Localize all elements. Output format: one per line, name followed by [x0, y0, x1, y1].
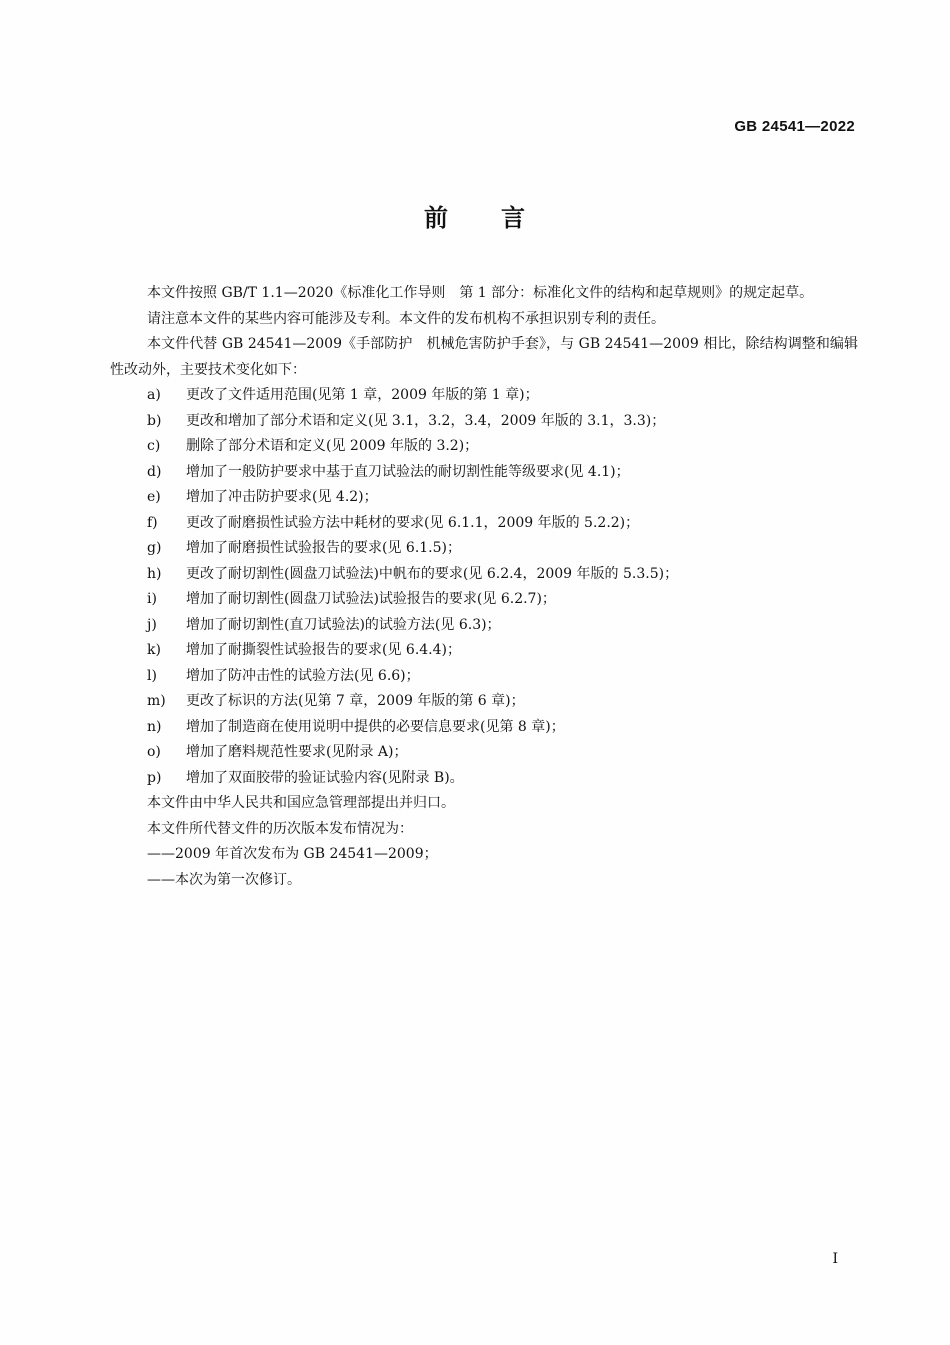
list-item — [110, 740, 858, 766]
list-text: 更改和增加了部分术语和定义(见 3.1，3.2，3.4，2009 年版的 3.1，3.3)； — [186, 412, 666, 429]
list-marker: c) — [147, 438, 161, 454]
list-item — [110, 434, 858, 460]
list-text: 增加了耐切割性(直刀试验法)的试验方法(见 6.3)； — [186, 616, 501, 633]
list-text: 增加了制造商在使用说明中提供的必要信息要求(见第 8 章)； — [186, 718, 565, 735]
list-item — [110, 536, 858, 562]
list-item — [110, 613, 858, 639]
list-item — [110, 460, 858, 486]
page-number: I — [832, 1251, 838, 1267]
list-item — [110, 638, 858, 664]
list-item — [110, 485, 858, 511]
list-text: 更改了文件适用范围(见第 1 章，2009 年版的第 1 章)； — [186, 387, 539, 403]
list-marker: o) — [147, 744, 161, 760]
list-marker: f) — [147, 514, 158, 531]
list-marker: l) — [147, 667, 157, 684]
list-marker: e) — [147, 489, 161, 505]
list-marker: n) — [147, 718, 162, 735]
technical-changes-list — [110, 383, 858, 791]
paragraph-history-intro: 本文件所代替文件的历次版本发布情况为： — [147, 820, 413, 837]
paragraph-drafting-rules: 本文件按照 GB/T 1.1—2020《标准化工作导则 第 1 部分：标准化文件的结构和起草规则》的规定起草。 — [147, 285, 814, 301]
list-text: 增加了耐撕裂性试验报告的要求(见 6.4.4)； — [186, 642, 461, 658]
list-text: 增加了冲击防护要求(见 4.2)； — [186, 489, 378, 505]
list-text: 增加了耐磨损性试验报告的要求(见 6.1.5)； — [186, 540, 461, 556]
list-text: 增加了磨料规范性要求(见附录 A)； — [186, 744, 408, 760]
list-marker: g) — [147, 540, 162, 556]
list-marker: m) — [147, 693, 166, 709]
list-text: 增加了双面胶带的验证试验内容(见附录 B)。 — [186, 769, 464, 786]
foreword-body — [110, 281, 858, 893]
list-text: 更改了耐磨损性试验方法中耗材的要求(见 6.1.1，2009 年版的 5.2.2)； — [186, 514, 640, 531]
paragraph-replacement: 本文件代替 GB 24541—2009《手部防护 机械危害防护手套》，与 GB 24541—2009 相比，除结构调整和编辑性改动外，主要技术变化如下： — [110, 336, 858, 378]
list-text: 增加了防冲击性的试验方法(见 6.6)； — [186, 667, 420, 684]
list-item — [110, 409, 858, 435]
page-title — [0, 198, 950, 233]
list-item — [110, 715, 858, 741]
list-item — [110, 587, 858, 613]
list-marker: b) — [147, 412, 162, 429]
list-marker: a) — [147, 387, 161, 403]
list-marker: h) — [147, 565, 162, 582]
list-item — [110, 766, 858, 792]
paragraph-proposer: 本文件由中华人民共和国应急管理部提出并归口。 — [147, 795, 455, 811]
list-item — [110, 562, 858, 588]
list-marker: d) — [147, 463, 162, 480]
title-char-2: 言 — [501, 204, 526, 232]
title-char-1: 前 — [424, 204, 449, 232]
list-text: 更改了标识的方法(见第 7 章，2009 年版的第 6 章)； — [186, 693, 525, 709]
paragraph-patent-notice: 请注意本文件的某些内容可能涉及专利。本文件的发布机构不承担识别专利的责任。 — [147, 310, 665, 327]
history-item: ——2009 年首次发布为 GB 24541—2009； — [147, 846, 438, 862]
history-item: ——本次为第一次修订。 — [147, 871, 301, 888]
list-item — [110, 689, 858, 715]
standard-code: GB 24541—2022 — [734, 118, 855, 135]
list-marker: i) — [147, 591, 157, 607]
list-marker: k) — [147, 642, 161, 658]
list-text: 增加了一般防护要求中基于直刀试验法的耐切割性能等级要求(见 4.1)； — [186, 463, 630, 480]
list-text: 删除了部分术语和定义(见 2009 年版的 3.2)； — [186, 438, 479, 454]
list-item — [110, 383, 858, 409]
list-text: 增加了耐切割性(圆盘刀试验法)试验报告的要求(见 6.2.7)； — [186, 591, 556, 607]
list-text: 更改了耐切割性(圆盘刀试验法)中帆布的要求(见 6.2.4，2009 年版的 5.3.5)； — [186, 565, 679, 582]
list-marker: j) — [147, 616, 157, 633]
list-marker: p) — [147, 769, 162, 786]
list-item — [110, 664, 858, 690]
list-item — [110, 511, 858, 537]
